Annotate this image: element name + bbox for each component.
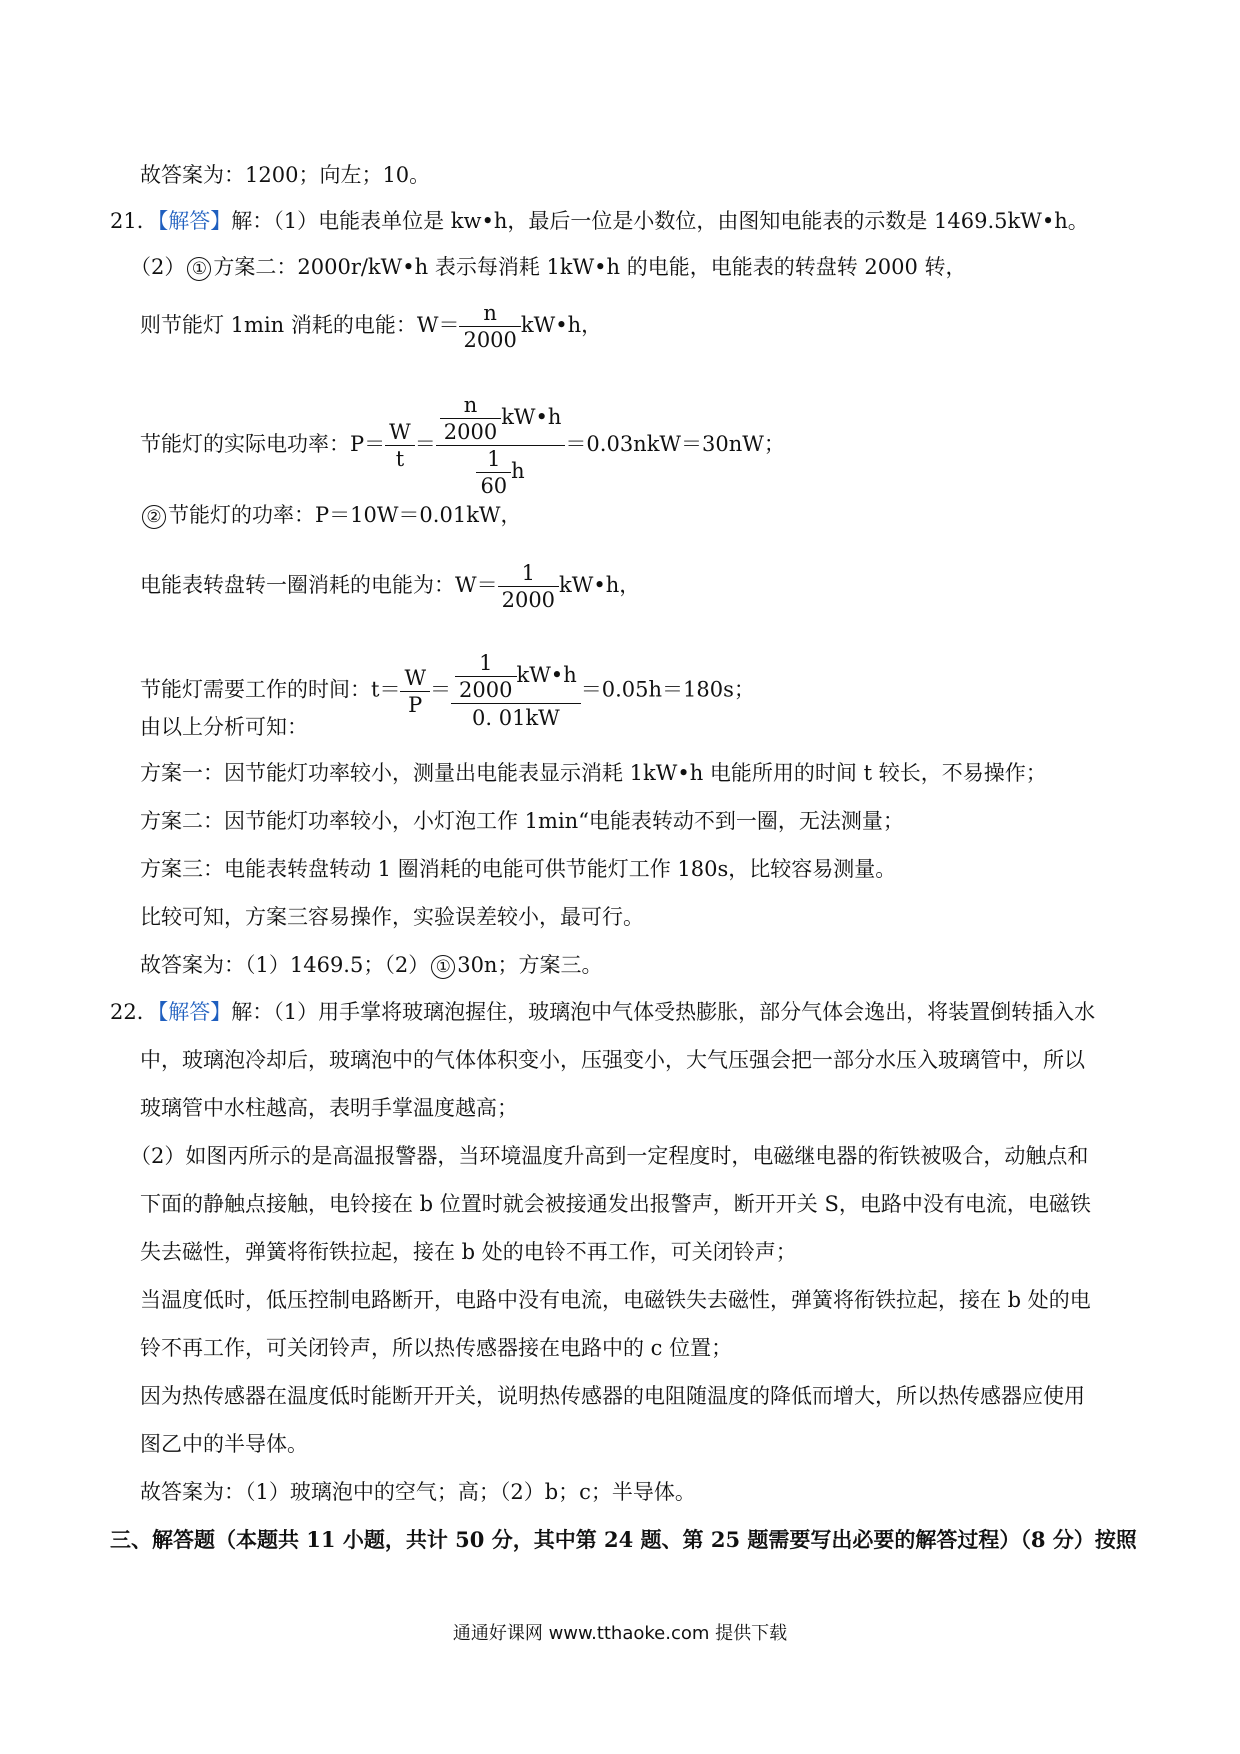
q21-line-11: 方案三：电能表转盘转动 1 圈消耗的电能可供节能灯工作 180s，比较容易测量。 (140, 857, 897, 881)
compound-fraction-power: $\frac{n}{2000}$ kW•h $\frac{1}{60}$ h (436, 392, 566, 499)
q21-number: 21． (110, 209, 158, 233)
answer-line-q20: 故答案为：1200；向左；10。 (140, 163, 431, 187)
q22-line-5: 下面的静触点接触，电铃接在 b 位置时就会被接通发出报警声，断开开关 S，电路中没有电流，电磁铁 (140, 1192, 1091, 1216)
q22-line-2: 中，玻璃泡冷却后，玻璃泡中的气体体积变小，压强变小，大气压强会把一部分水压入玻璃管中，所以 (140, 1048, 1085, 1072)
q21-line-4: 节能灯的实际电功率：P＝ $\frac{W}{t}$ ＝ $\frac{n}{2000}$ kW•h $\frac{1}{60}$ h ＝0.03nkW＝30nW； (140, 393, 785, 498)
q21-line-3: 则节能灯 1min 消耗的电能：W＝ $\frac{n}{2000}$ kW•h， (140, 301, 603, 352)
q22-answer-tag: 【解答】 (157, 1000, 232, 1024)
compound-fraction-time: $\frac{1}{2000}$ kW•h 0. 01kW (451, 650, 581, 732)
q21-line-6: 电能表转盘转一圈消耗的电能为：W＝ $\frac{1}{2000}$ kW•h， (140, 561, 641, 612)
q21-line-9: 方案一：因节能灯功率较小，测量出电能表显示消耗 1kW•h 电能所用的时间 t 较长，不易操作； (140, 761, 1047, 785)
q22-number: 22． (110, 1000, 158, 1024)
fraction-w-t: $\frac{W}{t}$ (385, 419, 415, 472)
q21-line-1 (110, 206, 1089, 236)
fraction-n-2000: $\frac{n}{2000}$ (459, 300, 520, 353)
circled-one: ① (431, 955, 455, 979)
q21-line-12: 比较可知，方案三容易操作，实验误差较小，最可行。 (140, 905, 644, 929)
q21-line-10: 方案二：因节能灯功率较小，小灯泡工作 1min“电能表转动不到一圈，无法测量； (140, 809, 904, 833)
q22-line-7: 当温度低时，低压控制电路断开，电路中没有电流，电磁铁失去磁性，弹簧将衔铁拉起，接在 b 处的电 (140, 1288, 1091, 1312)
circled-two: ② (142, 505, 166, 529)
q22-line-11: 故答案为：（1）玻璃泡中的空气；高；（2）b；c；半导体。 (140, 1480, 696, 1504)
q21-line-8: 由以上分析可知： (140, 715, 308, 739)
q21-line-2: （2） ① 方案二：2000r/kW•h 表示每消耗 1kW•h 的电能，电能表的转盘转 2000 转， (130, 255, 967, 279)
page-footer: 通通好课网 www.tthaoke.com 提供下载 (452, 1623, 788, 1644)
q21-line-5: ② 节能灯的功率：P＝10W＝0.01kW， (140, 500, 522, 530)
q21-line-7: 节能灯需要工作的时间：t＝ $\frac{W}{P}$ ＝ $\frac{1}{2000}$ kW•h 0. 01kW ＝0.05h＝180s； (140, 651, 755, 730)
q22-line-4: （2）如图丙所示的是高温报警器，当环境温度升高到一定程度时，电磁继电器的衔铁被吸合，动触点和 (130, 1144, 1089, 1168)
section-3-heading: 三、解答题（本题共 11 小题，共计 50 分，其中第 24 题、第 25 题需要写出必要的解答过程）（8 分）按照 (110, 1527, 1137, 1552)
q22-line-10: 图乙中的半导体。 (140, 1432, 308, 1456)
q22-line-6: 失去磁性，弹簧将衔铁拉起，接在 b 处的电铃不再工作，可关闭铃声； (140, 1240, 797, 1264)
q21-line-13: 故答案为：（1）1469.5；（2） ① 30n；方案三。 (140, 953, 603, 977)
q21-text-1: 解：（1）电能表单位是 kw•h，最后一位是小数位，由图知电能表的示数是 1469.5kW•h。 (231, 209, 1089, 233)
fraction-w-p: $\frac{W}{P}$ (400, 665, 430, 718)
q21-answer-tag: 【解答】 (157, 209, 232, 233)
circled-one: ① (187, 257, 211, 281)
q22-line-8: 铃不再工作，可关闭铃声，所以热传感器接在电路中的 c 位置； (140, 1336, 733, 1360)
fraction-1-2000: $\frac{1}{2000}$ (498, 560, 559, 613)
q22-line-1: 22．【解答】解：（1）用手掌将玻璃泡握住，玻璃泡中气体受热膨胀，部分气体会逸出，将装置倒转插入水 (110, 1000, 1096, 1024)
q22-line-3: 玻璃管中水柱越高，表明手掌温度越高； (140, 1096, 518, 1120)
q22-line-9: 因为热传感器在温度低时能断开开关，说明热传感器的电阻随温度的降低而增大，所以热传感器应使用 (140, 1384, 1085, 1408)
